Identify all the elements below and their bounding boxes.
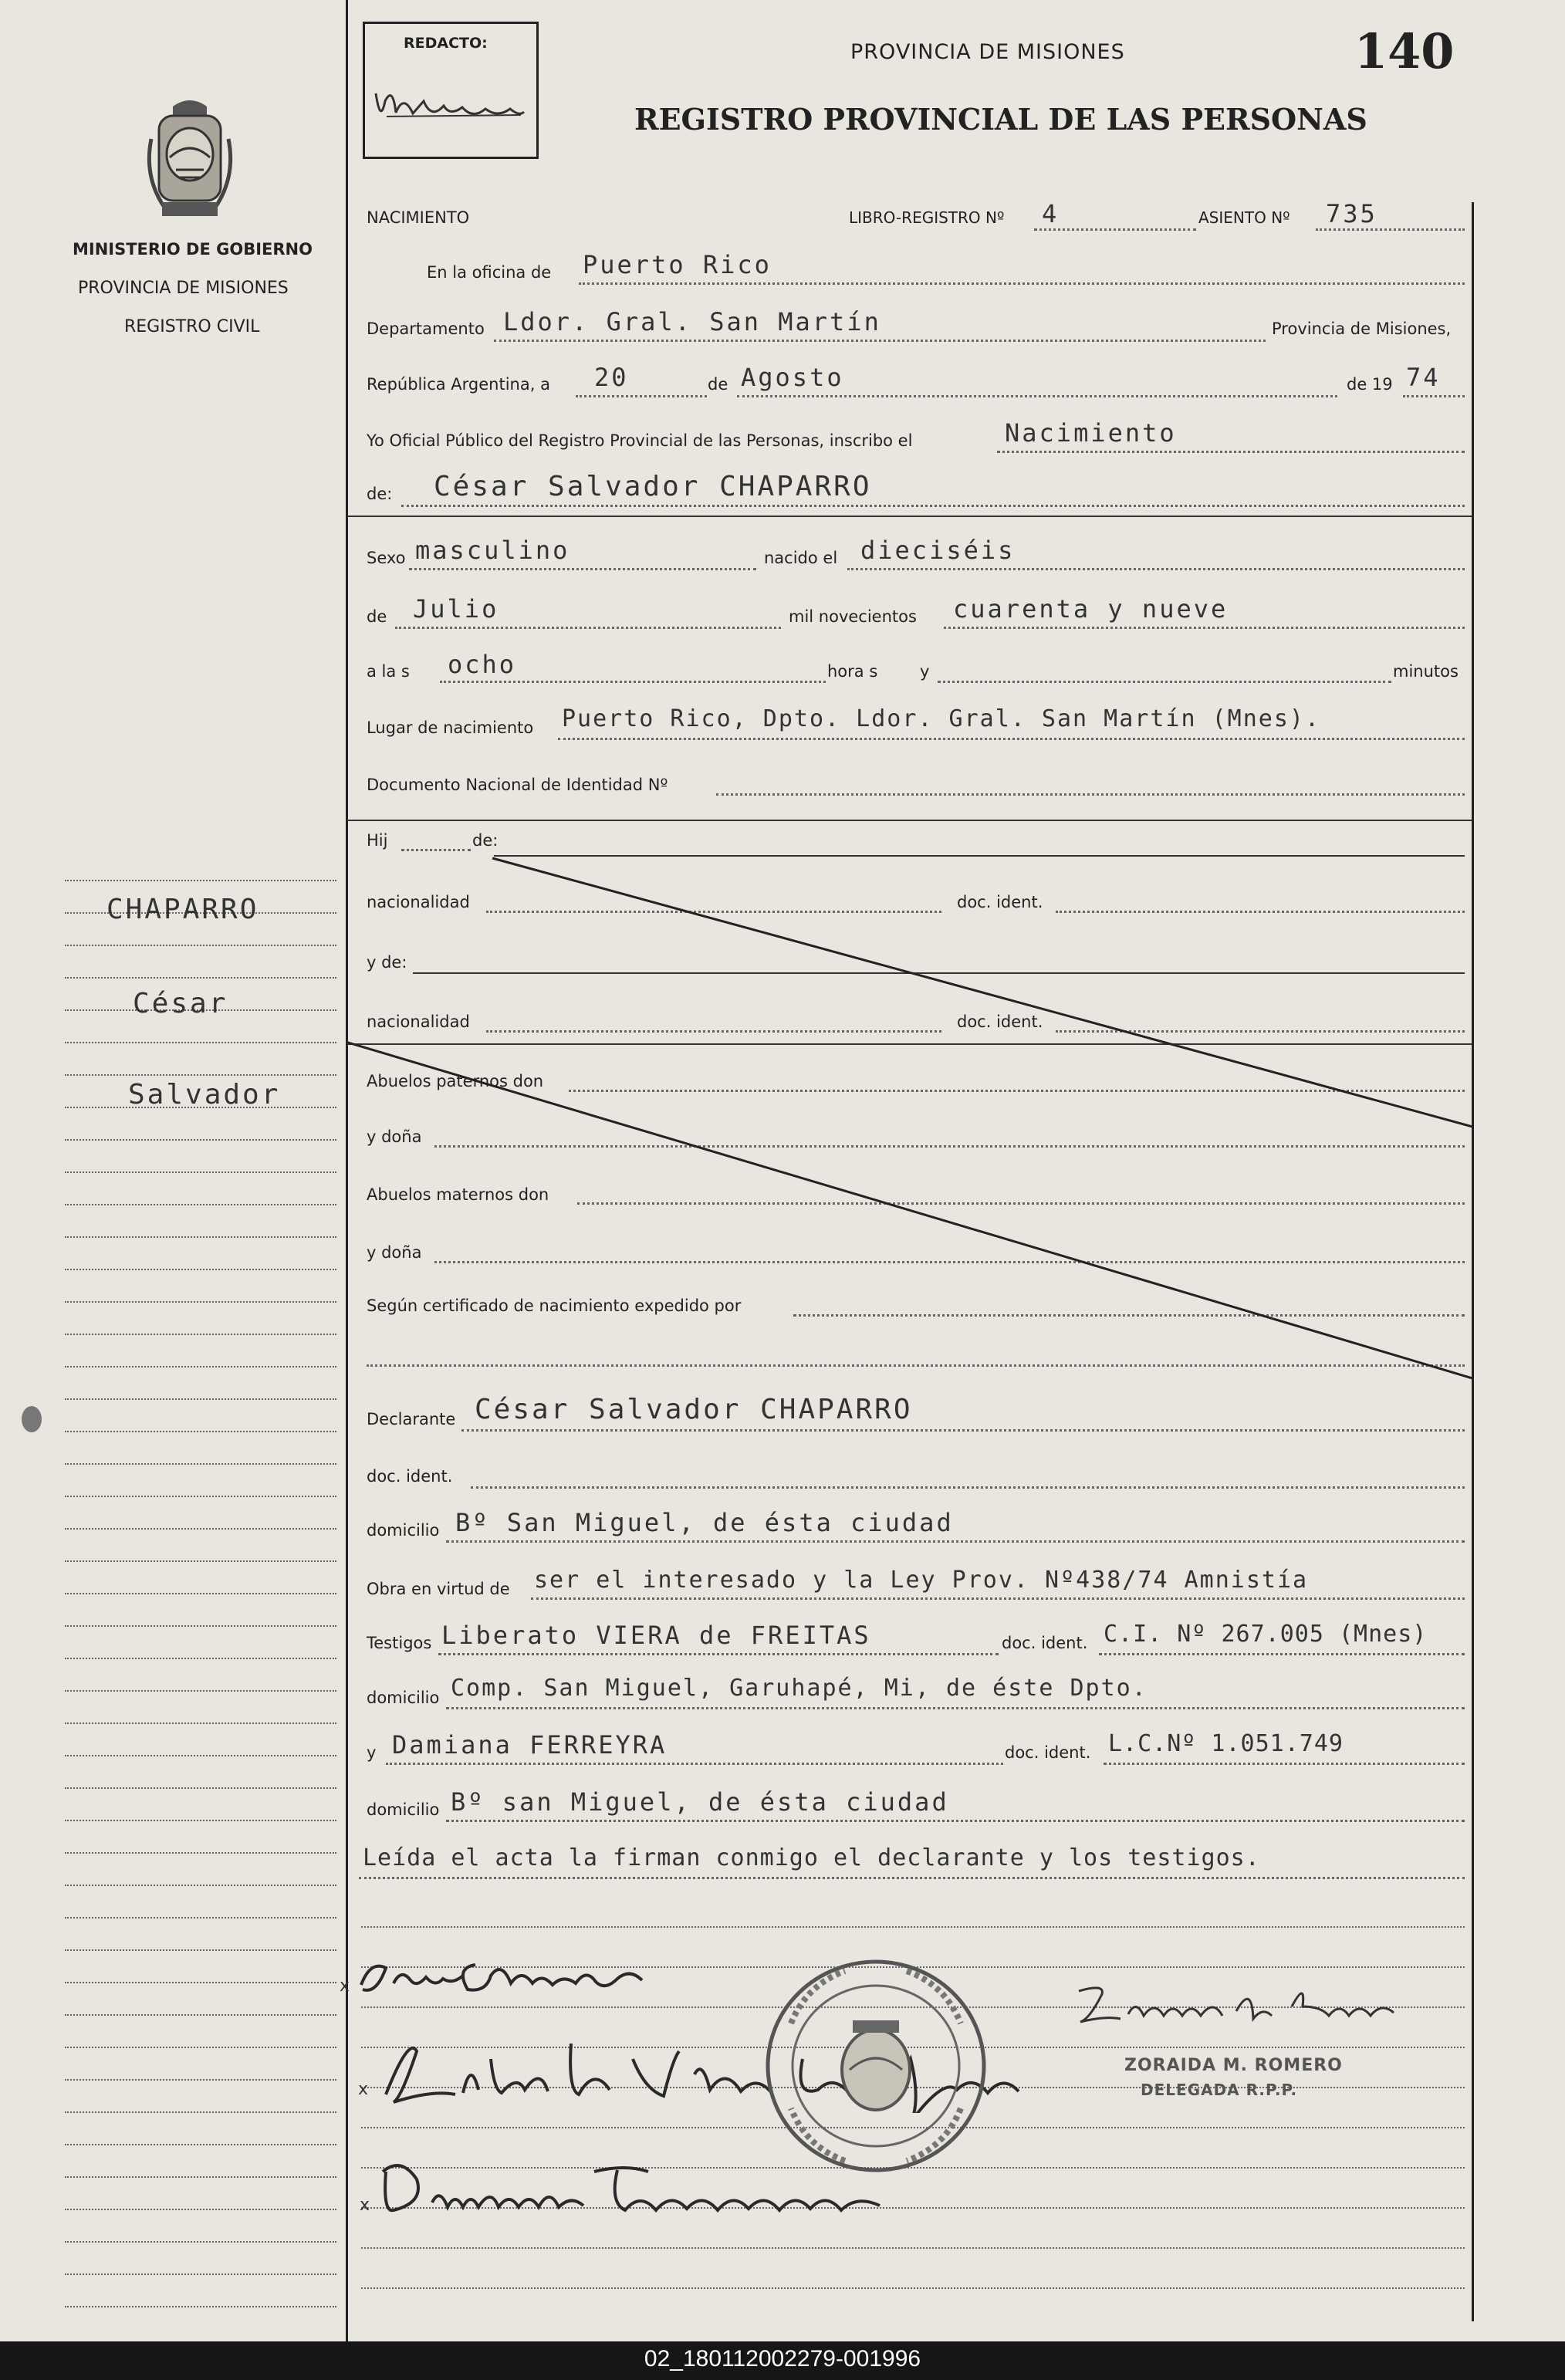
margin-ruled-line	[65, 880, 336, 881]
abuelos-paternos-label: Abuelos paternos don	[367, 1072, 544, 1090]
page-number: 140	[1354, 23, 1455, 79]
margin-ruled-line	[65, 1074, 336, 1076]
margin-ruled-line	[65, 1398, 336, 1400]
margin-surname: CHAPARRO	[106, 894, 259, 925]
margin-ruled-line	[65, 1917, 336, 1919]
declarante-label: Declarante	[367, 1410, 456, 1428]
domicilio-value: Bº San Miguel, de ésta ciudad	[455, 1508, 954, 1537]
file-id-bar	[0, 2341, 1565, 2380]
margin-ruled-line	[65, 1625, 336, 1627]
margin-ruled-line	[65, 1658, 336, 1659]
oficial-label: Yo Oficial Público del Registro Provincial de las Personas, inscribo el	[367, 431, 913, 450]
margin-ruled-line	[65, 1787, 336, 1789]
minutos-label: minutos	[1393, 662, 1459, 681]
margin-ruled-line	[65, 1204, 336, 1205]
y-testigo2-label: y	[367, 1743, 377, 1762]
oficina-value: Puerto Rico	[583, 250, 772, 279]
civil-registry-label: REGISTRO CIVIL	[124, 317, 260, 336]
yde-label: y de:	[367, 953, 407, 972]
ministry-label: MINISTERIO DE GOBIERNO	[73, 240, 313, 259]
obra-label: Obra en virtud de	[367, 1580, 510, 1598]
nacido-label: nacido el	[764, 549, 838, 567]
republica-label: República Argentina, a	[367, 375, 550, 394]
svg-text:x: x	[360, 2196, 370, 2215]
testigo2-value: Damiana FERREYRA	[392, 1730, 668, 1760]
mes-value: Agosto	[741, 363, 844, 392]
strike-through-lines	[346, 818, 1472, 1389]
oficina-label: En la oficina de	[427, 263, 552, 282]
declarante-signature-icon	[340, 1945, 725, 2006]
obra-value: ser el interesado y la Ley Prov. Nº438/74 Amnistía	[534, 1567, 1309, 1594]
domicilio2-value: Comp. San Miguel, Garuhapé, Mi, de éste Dpto.	[451, 1675, 1148, 1702]
hij-label: Hij	[367, 831, 388, 850]
testigo1-value: Liberato VIERA de FREITAS	[441, 1621, 871, 1650]
testigo2-doc-label: doc. ident.	[1005, 1743, 1091, 1762]
nacionalidad2-label: nacionalidad	[367, 1013, 470, 1031]
margin-ruled-line	[65, 2144, 336, 2145]
margin-ruled-line	[65, 2176, 336, 2178]
nacido-value: dieciséis	[860, 536, 1016, 565]
registry-title: REGISTRO PROVINCIAL DE LAS PERSONAS	[634, 102, 1367, 137]
left-province-label: PROVINCIA DE MISIONES	[78, 279, 289, 298]
libro-value: 4	[1042, 199, 1060, 228]
mil-label: mil novecientos	[789, 607, 917, 626]
margin-ruled-line	[65, 2111, 336, 2113]
doc-ident3-label: doc. ident.	[367, 1467, 453, 1486]
registry-seal-icon	[760, 1954, 992, 2178]
margin-ruled-line	[65, 1593, 336, 1594]
margin-ruled-line	[65, 1334, 336, 1335]
provincial-crest-icon	[142, 93, 238, 224]
margin-ruled-line	[65, 1236, 336, 1238]
segun-label: Según certificado de nacimiento expedido por	[367, 1296, 742, 1315]
hij-de-label: de:	[472, 831, 499, 850]
departamento-value: Ldor. Gral. San Martín	[503, 307, 881, 336]
margin-ruled-line	[65, 2209, 336, 2210]
departamento-label: Departamento	[367, 319, 485, 338]
lugar-value: Puerto Rico, Dpto. Ldor. Gral. San Martín (Mnes).	[562, 705, 1321, 732]
sexo-value: masculino	[415, 536, 570, 565]
margin-ruled-line	[65, 945, 336, 946]
alas-label: a la s	[367, 662, 410, 681]
margin-first-name: César	[133, 988, 228, 1019]
libro-label: LIBRO-REGISTRO Nº	[849, 208, 1005, 227]
file-id-label: 02_180112002279-001996	[644, 2346, 921, 2372]
de-name-label: de:	[367, 485, 393, 503]
margin-ruled-line	[65, 1982, 336, 1983]
margin-ruled-line	[65, 1820, 336, 1821]
margin-ruled-line	[65, 1885, 336, 1886]
abuelos-maternos-label: Abuelos maternos don	[367, 1185, 549, 1204]
nacionalidad-label: nacionalidad	[367, 893, 470, 911]
margin-ruled-line	[65, 1366, 336, 1367]
margin-ruled-line	[65, 1301, 336, 1303]
asiento-label: ASIENTO Nº	[1198, 208, 1290, 227]
redacto-signature-icon	[370, 70, 529, 132]
margin-ruled-line	[65, 1690, 336, 1692]
provincia-label: Provincia de Misiones,	[1272, 319, 1452, 338]
margin-ruled-line	[65, 977, 336, 979]
margin-ruled-line	[65, 1852, 336, 1854]
ydona-label: y doña	[367, 1127, 422, 1146]
margin-ruled-line	[65, 1755, 336, 1756]
asiento-value: 735	[1326, 199, 1377, 228]
margin-ruled-line	[65, 2014, 336, 2016]
mes-nac-value: Julio	[413, 594, 499, 624]
de-mes-nac-label: de	[367, 607, 387, 626]
doc-ident2-label: doc. ident.	[957, 1013, 1043, 1031]
signature-ruled-line	[361, 2287, 1465, 2289]
margin-ruled-line	[65, 1949, 336, 1951]
testigos-label: Testigos	[367, 1634, 432, 1652]
anio-nac-value: cuarenta y nueve	[953, 594, 1229, 624]
margin-ruled-line	[65, 1042, 336, 1043]
margin-middle-name: Salvador	[128, 1079, 281, 1111]
margin-ruled-line	[65, 1722, 336, 1724]
testigo1-doc-label: doc. ident.	[1002, 1634, 1088, 1652]
margin-ruled-line	[65, 1269, 336, 1270]
margin-ruled-line	[65, 2079, 336, 2081]
anio-label: de 19	[1347, 375, 1393, 394]
de-mes-label: de	[708, 375, 728, 394]
domicilio3-label: domicilio	[367, 1800, 440, 1819]
margin-ruled-line	[65, 2306, 336, 2307]
margin-ruled-line	[65, 1496, 336, 1497]
margin-ruled-line	[65, 2047, 336, 2048]
margin-ruled-line	[65, 1463, 336, 1465]
horas-label: hora s	[827, 662, 878, 681]
svg-text:x: x	[358, 2080, 369, 2099]
nombre-value: César Salvador CHAPARRO	[434, 471, 872, 502]
dia-value: 20	[594, 363, 629, 392]
leida-text: Leída el acta la firman conmigo el declarante y los testigos.	[363, 1844, 1260, 1871]
svg-text:x: x	[340, 1976, 350, 1996]
domicilio-label: domicilio	[367, 1521, 440, 1540]
inscribo-value: Nacimiento	[1005, 418, 1177, 448]
margin-ruled-line	[65, 1431, 336, 1432]
domicilio3-value: Bº san Miguel, de ésta ciudad	[451, 1787, 949, 1817]
declarante-value: César Salvador CHAPARRO	[475, 1394, 913, 1425]
redacto-label: REDACTO:	[404, 35, 488, 52]
redacto-box	[363, 22, 539, 159]
margin-ruled-line	[65, 1171, 336, 1173]
doc-ident-label: doc. ident.	[957, 893, 1043, 911]
signature-ruled-line	[361, 1926, 1465, 1928]
anio-value: 74	[1406, 363, 1441, 392]
margin-ruled-line	[65, 1528, 336, 1530]
y-minutos-label: y	[920, 662, 930, 681]
margin-ruled-line	[65, 2241, 336, 2243]
margin-ruled-line	[65, 1560, 336, 1562]
province-header: PROVINCIA DE MISIONES	[850, 40, 1125, 64]
hora-value: ocho	[448, 650, 517, 679]
margin-ruled-line	[65, 2274, 336, 2275]
official-title: DELEGADA R.P.P.	[1141, 2081, 1298, 2099]
ydona2-label: y doña	[367, 1243, 422, 1262]
official-signature-icon	[1074, 1976, 1398, 2030]
official-name: ZORAIDA M. ROMERO	[1124, 2056, 1343, 2075]
margin-ruled-line	[65, 1139, 336, 1141]
dni-label: Documento Nacional de Identidad Nº	[367, 776, 668, 794]
testigo2-doc-value: L.C.Nº 1.051.749	[1108, 1730, 1344, 1757]
lugar-label: Lugar de nacimiento	[367, 718, 534, 737]
sexo-label: Sexo	[367, 549, 406, 567]
signature-ruled-line	[361, 2247, 1465, 2249]
paper-blemish	[22, 1406, 42, 1432]
record-type-label: NACIMIENTO	[367, 208, 470, 227]
domicilio2-label: domicilio	[367, 1689, 440, 1707]
testigo1-doc-value: C.I. Nº 267.005 (Mnes)	[1104, 1621, 1428, 1648]
